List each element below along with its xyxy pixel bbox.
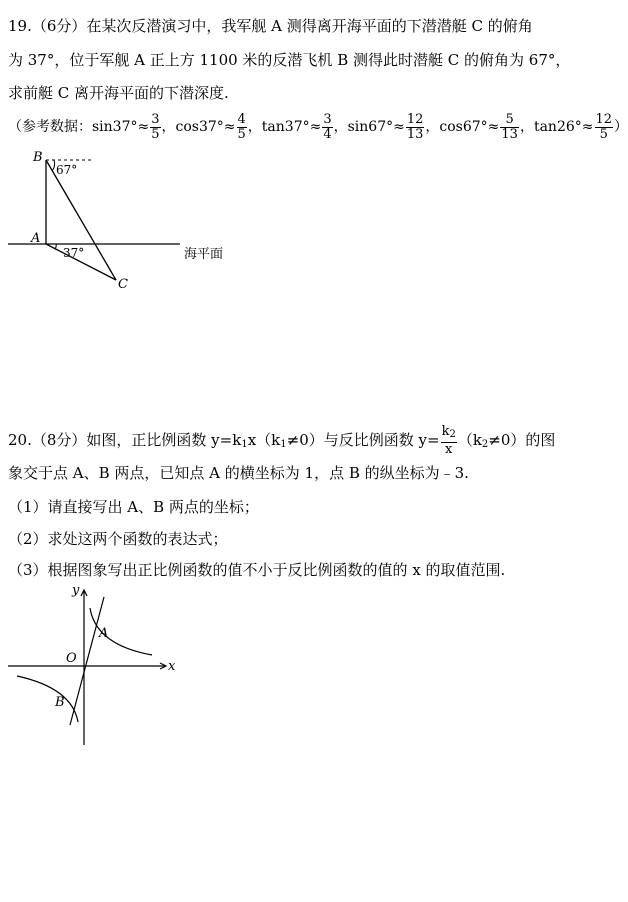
q20-l1-end: ≠0）的图 (488, 431, 556, 449)
frac-den: 5 (237, 126, 246, 142)
frac-k2-over-x (441, 425, 457, 457)
frac-num: 12 (406, 111, 424, 127)
label-angle-37: 37° (63, 246, 85, 260)
q19-figure (0, 140, 260, 300)
frac-cos37 (237, 113, 247, 142)
q20-item-1: （1）请直接写出 A、B 两点的坐标； (8, 498, 259, 516)
frac-num (441, 425, 457, 443)
frac-den: x (445, 442, 453, 457)
label-sea-level: 海平面 (184, 247, 224, 262)
q20-line-2: 象交于点 A、B 两点，已知点 A 的横坐标为 1，点 B 的纵坐标为﹣3. (8, 464, 469, 482)
label-c: C (118, 277, 128, 292)
frac-den: 5 (151, 126, 160, 142)
ref-cos67: ，cos67°≈ (425, 119, 500, 135)
frac-den: 13 (406, 126, 424, 142)
label-a: A (99, 626, 109, 641)
angle-arc-67 (52, 160, 55, 171)
frac-sin37 (150, 113, 160, 142)
frac-num-k: k (441, 424, 450, 439)
frac-num-sub: 2 (449, 429, 456, 440)
frac-num: 12 (595, 111, 613, 127)
q20-l1-mid: x（k (247, 431, 281, 449)
q19-reference-data (8, 112, 628, 142)
ref-sin67: ，sin67°≈ (333, 119, 405, 135)
hyperbola-branch-quadrant-3 (17, 676, 78, 722)
q19-line-1: 19.（6分）在某次反潜演习中，我军舰 A 测得离开海平面的下潜潜艇 C 的俯角 (8, 17, 533, 35)
ref-tan26: ，tan26°≈ (519, 119, 594, 135)
sub-k1: 1 (280, 439, 287, 450)
frac-tan37 (322, 113, 332, 142)
q20-l1-pre: 20.（8分）如图，正比例函数 y=k (8, 431, 242, 449)
label-y: y (72, 583, 80, 598)
label-b: B (55, 695, 65, 710)
label-a: A (31, 231, 41, 246)
q20-figure (0, 580, 200, 750)
q19-line-3: 求前艇 C 离开海平面的下潜深度. (8, 84, 229, 102)
frac-num: 5 (500, 113, 519, 128)
label-angle-67: 67° (56, 163, 78, 177)
frac-den: 5 (599, 126, 608, 142)
ref-prefix: （参考数据： (8, 119, 92, 135)
frac-sin67 (406, 113, 425, 142)
frac-num: 4 (237, 111, 246, 127)
frac-num: 3 (151, 111, 160, 127)
sub-k2: 2 (481, 439, 489, 450)
frac-tan26 (595, 113, 614, 142)
label-x: x (168, 659, 176, 674)
q20-l1-k2: （k (457, 431, 482, 449)
frac-num: 3 (323, 111, 332, 127)
frac-cos67 (500, 113, 519, 142)
frac-den: 4 (323, 126, 332, 142)
ref-suffix: ） (614, 119, 628, 135)
frac-den: 13 (501, 126, 518, 142)
ref-tan37: ，tan37°≈ (247, 119, 322, 135)
ref-sin37: sin37°≈ (92, 119, 150, 135)
sub-k1: 1 (241, 439, 248, 450)
label-origin: O (66, 651, 77, 666)
q19-line-2: 为 37°，位于军舰 A 正上方 1100 米的反潜飞机 B 测得此时潜艇 C 的俯角为 67°， (8, 51, 571, 69)
q20-item-3: （3）根据图象写出正比例函数的值不小于反比例函数的值的 x 的取值范围. (8, 561, 506, 579)
ref-cos37: ，cos37°≈ (161, 119, 236, 135)
q20-item-2: （2）求处这两个函数的表达式； (8, 530, 228, 548)
q20-l1-mid2: ≠0）与反比例函数 y= (286, 431, 440, 449)
q20-line-1 (8, 424, 555, 461)
label-b: B (33, 150, 43, 165)
